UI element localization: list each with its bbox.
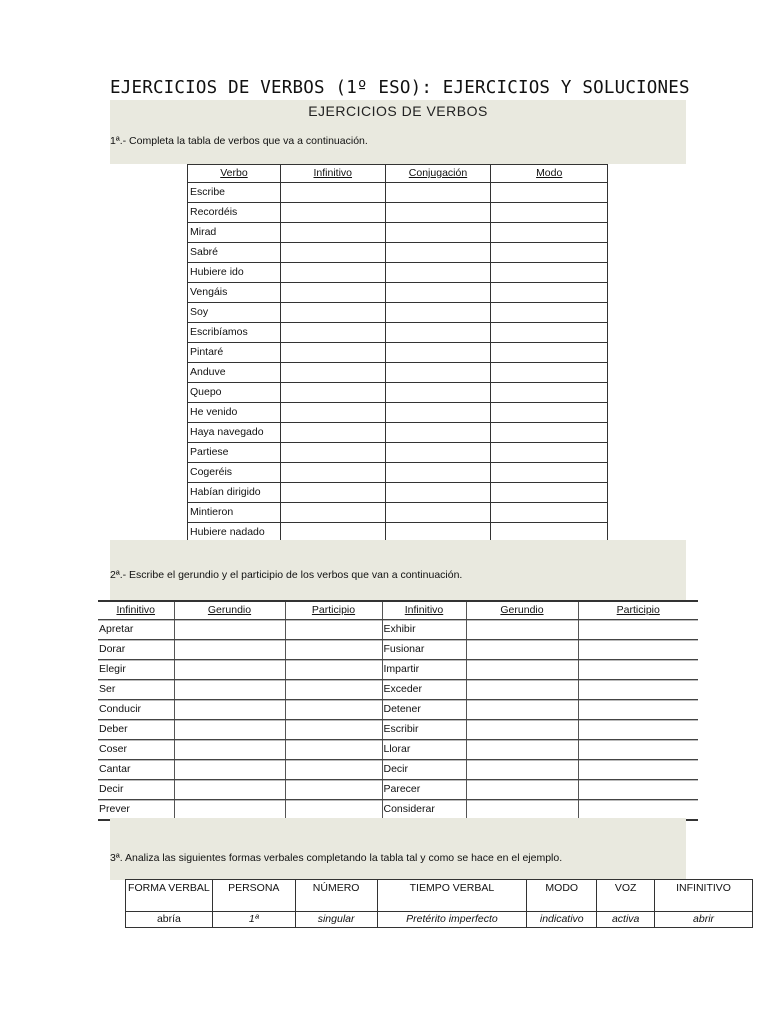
table-row bbox=[98, 680, 698, 700]
answer-cell-conjugacion[interactable] bbox=[385, 323, 491, 343]
example-voz: activa bbox=[597, 912, 655, 928]
answer-cell-modo[interactable] bbox=[491, 283, 608, 303]
table-header-row bbox=[188, 165, 608, 183]
header-modo: Modo bbox=[491, 165, 608, 183]
infinitive-cell: Dorar bbox=[98, 640, 174, 660]
answer-cell-participio[interactable] bbox=[578, 640, 698, 660]
answer-cell-gerundio[interactable] bbox=[174, 760, 285, 780]
answer-cell-modo[interactable] bbox=[491, 323, 608, 343]
header-tiempo-verbal: TIEMPO VERBAL bbox=[377, 880, 527, 912]
gerund-participle-table bbox=[98, 600, 698, 821]
answer-cell-gerundio[interactable] bbox=[174, 700, 285, 720]
answer-cell-infinitivo[interactable] bbox=[280, 363, 385, 383]
instruction-2: 2ª.- Escribe el gerundio y el participio de los verbos que van a continuación. bbox=[110, 569, 463, 581]
answer-cell-participio[interactable] bbox=[285, 760, 382, 780]
verb-cell: Partiese bbox=[188, 443, 281, 463]
answer-cell-infinitivo[interactable] bbox=[280, 463, 385, 483]
answer-cell-participio[interactable] bbox=[285, 620, 382, 640]
answer-cell-conjugacion[interactable] bbox=[385, 343, 491, 363]
answer-cell-gerundio[interactable] bbox=[466, 720, 578, 740]
answer-cell-infinitivo[interactable] bbox=[280, 303, 385, 323]
infinitive-cell: Apretar bbox=[98, 620, 174, 640]
infinitive-cell: Parecer bbox=[382, 780, 466, 800]
answer-cell-conjugacion[interactable] bbox=[385, 183, 491, 203]
infinitive-cell: Prever bbox=[98, 800, 174, 821]
verb-cell: Habían dirigido bbox=[188, 483, 281, 503]
answer-cell-modo[interactable] bbox=[491, 203, 608, 223]
header-infinitivo: Infinitivo bbox=[280, 165, 385, 183]
answer-cell-infinitivo[interactable] bbox=[280, 403, 385, 423]
table-header-row bbox=[126, 880, 753, 912]
header-infinitivo-2: Infinitivo bbox=[382, 601, 466, 620]
answer-cell-gerundio[interactable] bbox=[466, 640, 578, 660]
answer-cell-modo[interactable] bbox=[491, 443, 608, 463]
answer-cell-participio[interactable] bbox=[578, 800, 698, 821]
table-row bbox=[98, 720, 698, 740]
instruction-1: 1ª.- Completa la tabla de verbos que va a continuación. bbox=[110, 135, 368, 147]
verb-cell: Sabré bbox=[188, 243, 281, 263]
answer-cell-gerundio[interactable] bbox=[174, 620, 285, 640]
verb-analysis-table bbox=[125, 879, 753, 928]
verb-cell: Pintaré bbox=[188, 343, 281, 363]
table-row bbox=[188, 323, 608, 343]
answer-cell-gerundio[interactable] bbox=[466, 700, 578, 720]
answer-cell-participio[interactable] bbox=[578, 680, 698, 700]
answer-cell-infinitivo[interactable] bbox=[280, 383, 385, 403]
answer-cell-gerundio[interactable] bbox=[466, 740, 578, 760]
answer-cell-modo[interactable] bbox=[491, 483, 608, 503]
section-3-band bbox=[110, 818, 686, 880]
answer-cell-conjugacion[interactable] bbox=[385, 223, 491, 243]
header-infinitivo: Infinitivo bbox=[98, 601, 174, 620]
verb-cell: Anduve bbox=[188, 363, 281, 383]
answer-cell-participio[interactable] bbox=[578, 740, 698, 760]
table-row bbox=[98, 660, 698, 680]
example-persona: 1ª bbox=[212, 912, 295, 928]
answer-cell-participio[interactable] bbox=[578, 760, 698, 780]
answer-cell-infinitivo[interactable] bbox=[280, 423, 385, 443]
table-row bbox=[98, 700, 698, 720]
header-persona: PERSONA bbox=[212, 880, 295, 912]
answer-cell-modo[interactable] bbox=[491, 363, 608, 383]
answer-cell-participio[interactable] bbox=[578, 620, 698, 640]
answer-cell-infinitivo[interactable] bbox=[280, 283, 385, 303]
answer-cell-conjugacion[interactable] bbox=[385, 383, 491, 403]
infinitive-cell: Detener bbox=[382, 700, 466, 720]
header-participio-2: Participio bbox=[578, 601, 698, 620]
table-row bbox=[98, 780, 698, 800]
header-numero: NÚMERO bbox=[295, 880, 377, 912]
example-tiempo: Pretérito imperfecto bbox=[377, 912, 527, 928]
answer-cell-infinitivo[interactable] bbox=[280, 503, 385, 523]
answer-cell-infinitivo[interactable] bbox=[280, 203, 385, 223]
verbs-table bbox=[187, 164, 608, 543]
table-row bbox=[188, 243, 608, 263]
verb-cell: Mintieron bbox=[188, 503, 281, 523]
answer-cell-participio[interactable] bbox=[285, 660, 382, 680]
answer-cell-modo[interactable] bbox=[491, 503, 608, 523]
table-row bbox=[188, 383, 608, 403]
table-row bbox=[188, 283, 608, 303]
answer-cell-gerundio[interactable] bbox=[174, 660, 285, 680]
answer-cell-modo[interactable] bbox=[491, 303, 608, 323]
verb-cell: Escribíamos bbox=[188, 323, 281, 343]
verb-cell: Vengáis bbox=[188, 283, 281, 303]
header-participio: Participio bbox=[285, 601, 382, 620]
example-modo: indicativo bbox=[527, 912, 597, 928]
infinitive-cell: Escribir bbox=[382, 720, 466, 740]
section-heading: EJERCICIOS DE VERBOS bbox=[308, 103, 488, 119]
infinitive-cell: Decir bbox=[98, 780, 174, 800]
answer-cell-gerundio[interactable] bbox=[174, 680, 285, 700]
verb-cell: Soy bbox=[188, 303, 281, 323]
table-row bbox=[188, 463, 608, 483]
answer-cell-gerundio[interactable] bbox=[466, 660, 578, 680]
table-row bbox=[188, 503, 608, 523]
answer-cell-infinitivo[interactable] bbox=[280, 443, 385, 463]
infinitive-cell: Considerar bbox=[382, 800, 466, 821]
infinitive-cell: Decir bbox=[382, 760, 466, 780]
verb-cell: Cogeréis bbox=[188, 463, 281, 483]
header-modo: MODO bbox=[527, 880, 597, 912]
answer-cell-infinitivo[interactable] bbox=[280, 183, 385, 203]
header-infinitivo: INFINITIVO bbox=[655, 880, 753, 912]
table-row bbox=[188, 363, 608, 383]
table-row bbox=[188, 423, 608, 443]
answer-cell-conjugacion[interactable] bbox=[385, 503, 491, 523]
answer-cell-gerundio[interactable] bbox=[466, 680, 578, 700]
infinitive-cell: Conducir bbox=[98, 700, 174, 720]
answer-cell-conjugacion[interactable] bbox=[385, 443, 491, 463]
answer-cell-conjugacion[interactable] bbox=[385, 243, 491, 263]
header-conjugacion: Conjugación bbox=[385, 165, 491, 183]
table-row bbox=[188, 443, 608, 463]
infinitive-cell: Elegir bbox=[98, 660, 174, 680]
answer-cell-conjugacion[interactable] bbox=[385, 363, 491, 383]
table-row bbox=[98, 620, 698, 640]
verb-cell: Quepo bbox=[188, 383, 281, 403]
answer-cell-conjugacion[interactable] bbox=[385, 263, 491, 283]
table-row bbox=[98, 760, 698, 780]
answer-cell-gerundio[interactable] bbox=[174, 800, 285, 821]
infinitive-cell: Fusionar bbox=[382, 640, 466, 660]
answer-cell-participio[interactable] bbox=[285, 680, 382, 700]
answer-cell-modo[interactable] bbox=[491, 243, 608, 263]
answer-cell-gerundio[interactable] bbox=[174, 720, 285, 740]
infinitive-cell: Llorar bbox=[382, 740, 466, 760]
answer-cell-participio[interactable] bbox=[285, 720, 382, 740]
table-row bbox=[188, 303, 608, 323]
verb-cell: Escribe bbox=[188, 183, 281, 203]
verb-cell: Hubiere ido bbox=[188, 263, 281, 283]
table-row bbox=[188, 343, 608, 363]
answer-cell-gerundio[interactable] bbox=[174, 740, 285, 760]
example-forma: abría bbox=[126, 912, 213, 928]
table-row bbox=[188, 203, 608, 223]
table-row bbox=[98, 740, 698, 760]
infinitive-cell: Impartir bbox=[382, 660, 466, 680]
section-1-band bbox=[110, 100, 686, 164]
table-row bbox=[98, 640, 698, 660]
answer-cell-participio[interactable] bbox=[285, 740, 382, 760]
answer-cell-infinitivo[interactable] bbox=[280, 323, 385, 343]
table-row bbox=[188, 483, 608, 503]
answer-cell-gerundio[interactable] bbox=[466, 780, 578, 800]
answer-cell-infinitivo[interactable] bbox=[280, 223, 385, 243]
table-row bbox=[188, 263, 608, 283]
infinitive-cell: Ser bbox=[98, 680, 174, 700]
header-voz: VOZ bbox=[597, 880, 655, 912]
answer-cell-gerundio[interactable] bbox=[174, 780, 285, 800]
answer-cell-infinitivo[interactable] bbox=[280, 263, 385, 283]
example-infinitivo: abrir bbox=[655, 912, 753, 928]
answer-cell-participio[interactable] bbox=[285, 780, 382, 800]
infinitive-cell: Coser bbox=[98, 740, 174, 760]
verb-cell: Haya navegado bbox=[188, 423, 281, 443]
answer-cell-modo[interactable] bbox=[491, 263, 608, 283]
answer-cell-gerundio[interactable] bbox=[174, 640, 285, 660]
answer-cell-infinitivo[interactable] bbox=[280, 483, 385, 503]
answer-cell-conjugacion[interactable] bbox=[385, 403, 491, 423]
table-row bbox=[98, 800, 698, 821]
verb-cell: Mirad bbox=[188, 223, 281, 243]
answer-cell-infinitivo[interactable] bbox=[280, 343, 385, 363]
example-row bbox=[126, 912, 753, 928]
table-header-row bbox=[98, 601, 698, 620]
answer-cell-conjugacion[interactable] bbox=[385, 483, 491, 503]
header-gerundio: Gerundio bbox=[174, 601, 285, 620]
infinitive-cell: Exhibir bbox=[382, 620, 466, 640]
header-forma-verbal: FORMA VERBAL bbox=[126, 880, 213, 912]
answer-cell-conjugacion[interactable] bbox=[385, 423, 491, 443]
table-row bbox=[188, 403, 608, 423]
answer-cell-conjugacion[interactable] bbox=[385, 203, 491, 223]
table-row bbox=[188, 183, 608, 203]
answer-cell-modo[interactable] bbox=[491, 423, 608, 443]
answer-cell-gerundio[interactable] bbox=[466, 760, 578, 780]
verb-cell: He venido bbox=[188, 403, 281, 423]
header-gerundio-2: Gerundio bbox=[466, 601, 578, 620]
answer-cell-modo[interactable] bbox=[491, 183, 608, 203]
header-verbo: Verbo bbox=[188, 165, 281, 183]
answer-cell-participio[interactable] bbox=[578, 720, 698, 740]
infinitive-cell: Deber bbox=[98, 720, 174, 740]
answer-cell-modo[interactable] bbox=[491, 343, 608, 363]
infinitive-cell: Exceder bbox=[382, 680, 466, 700]
table-row bbox=[188, 223, 608, 243]
document-title: EJERCICIOS DE VERBOS (1º ESO): EJERCICIOS Y SOLUCIONES bbox=[110, 78, 690, 98]
answer-cell-modo[interactable] bbox=[491, 403, 608, 423]
answer-cell-participio[interactable] bbox=[578, 660, 698, 680]
verb-cell: Hubiere nadado bbox=[188, 523, 281, 543]
answer-cell-participio[interactable] bbox=[285, 640, 382, 660]
answer-cell-modo[interactable] bbox=[491, 463, 608, 483]
answer-cell-participio[interactable] bbox=[578, 700, 698, 720]
answer-cell-modo[interactable] bbox=[491, 383, 608, 403]
answer-cell-conjugacion[interactable] bbox=[385, 303, 491, 323]
answer-cell-conjugacion[interactable] bbox=[385, 283, 491, 303]
answer-cell-gerundio[interactable] bbox=[466, 800, 578, 821]
infinitive-cell: Cantar bbox=[98, 760, 174, 780]
instruction-3: 3ª. Analiza las siguientes formas verbales completando la tabla tal y como se hace en el ejemplo. bbox=[110, 852, 563, 864]
answer-cell-gerundio[interactable] bbox=[466, 620, 578, 640]
answer-cell-infinitivo[interactable] bbox=[280, 243, 385, 263]
answer-cell-conjugacion[interactable] bbox=[385, 463, 491, 483]
answer-cell-modo[interactable] bbox=[491, 223, 608, 243]
answer-cell-participio[interactable] bbox=[285, 700, 382, 720]
answer-cell-participio[interactable] bbox=[578, 780, 698, 800]
answer-cell-participio[interactable] bbox=[285, 800, 382, 821]
example-numero: singular bbox=[295, 912, 377, 928]
verb-cell: Recordéis bbox=[188, 203, 281, 223]
